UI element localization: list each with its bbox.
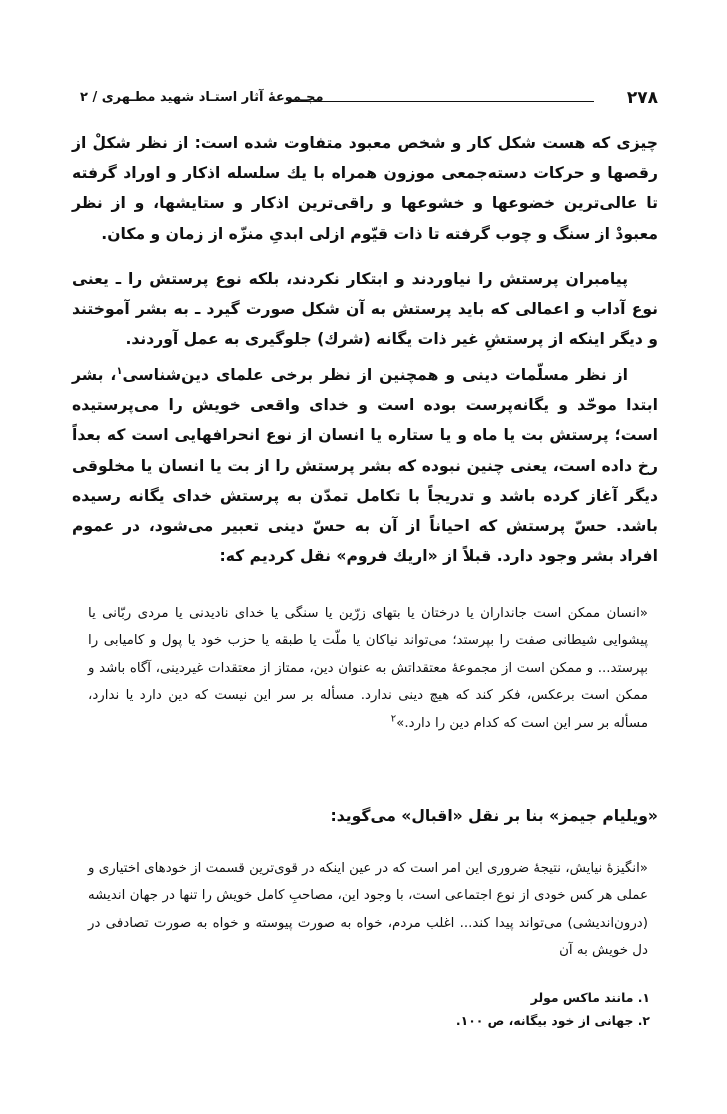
- paragraph-3-start: از نظر مسلّمات دینی و همچنین از نظر برخی علمای دین‌شناسی: [122, 366, 628, 384]
- quote-fromm: [88, 600, 648, 737]
- footnote-ref-2: ۲: [390, 713, 397, 725]
- page-header: [80, 88, 658, 112]
- footnote-ref-1: ۱: [116, 365, 123, 377]
- running-title: مجـموعهٔ آثار استـاد شهید مطـهری / ۲: [80, 90, 324, 105]
- footnote-1: ۱. مانند ماکس مولر: [530, 990, 650, 1005]
- paragraph-1: چیزی که هست شکل کار و شخص معبود متفاوت شده است: از نظر شکلْ از رقصها و حرکات دسته‌جمعی موزون همراه با یك سلسله اذکار و اوراد گرفته تا عالی‌ترین خضوعها و خشوعها و راقی‌ترین اذکار و ستایشها، و از نظر معبودْ از سنگ و چوب گرفته تا ذات قیّوم ازلی ابدیِ منزّه از زمان و مکان.: [72, 134, 658, 243]
- paragraph-3-rest: ، بشر ابتدا موحّد و یگانه‌پرست بوده است و خدای واقعی خویش را می‌پرستیده است؛ پرستش بت یا ماه و یا ستاره یا انسان از نوع انحرافهایی است که بعداً رخ داده است، یعنی چنین نبوده که بشر پرستش را از بت یا انسان یا مخلوقی دیگر آغاز کرده باشد و تدریجاً با تکامل تمدّن به پرستش خدای یگانه رسیده باشد. حسّ پرستش که احیاناً از آن به حسّ دینی تعبیر می‌شود، در عموم افراد بشر وجود دارد. قبلاً از «اریك فروم» نقل کردیم که:: [72, 366, 658, 566]
- footnote-2: ۲. جهانی از خود بیگانه، ص ۱۰۰.: [455, 1013, 650, 1028]
- quote-fromm-text: «انسان ممکن است جانداران یا درختان یا بتهای زرّین یا سنگی یا خدای نادیدنی یا مردی ربّانی یا پیشوایی شیطانی صفت را بپرستد؛ می‌تواند نیاکان یا ملّت یا طبقه یا حزب خود یا پول و کامیابی را بپرستد... و ممکن است از مجموعهٔ معتقداتش به عنوان دین، ممتاز از معتقدات غیردینی، آگاه باشد و ممکن است برعکس، فکر کند که هیچ دینی ندارد. مسأله بر سر این نیست که دین دارد یا ندارد، مسأله بر سر این است که کدام دین را دارد.»: [88, 606, 648, 731]
- quote-james: «انگیزهٔ نیایش، نتیجهٔ ضروری این امر است که در عین اینکه در قوی‌ترین قسمت از خودهای اختیاری و عملی هر کس خودی از نوع اجتماعی است، با وجود این، مصاحبِ کامل خویش را تنها در جهان اندیشه (درون‌اندیشی) می‌تواند پیدا کند... اغلب مردم، خواه به صورت پیوسته و خواه به صورت تصادفی در دل خویش به آن: [88, 861, 648, 959]
- paragraph-3: [72, 360, 658, 571]
- footnotes: [72, 986, 650, 1032]
- paragraph-2: پیامبران پرستش را نیاوردند و ابتکار نکردند، بلکه نوع پرستش را ـ یعنی نوع آداب و اعمالی که باید پرستش به آن شکل صورت گیرد ـ به بشر آموختند و دیگر اینکه از پرستشِ غیر ذات یگانه (شرك) جلوگیری به عمل آوردند.: [72, 270, 658, 349]
- header-rule: [288, 101, 594, 102]
- page-number: ۲۷۸: [626, 88, 658, 108]
- quote-intro: «ویلیام جیمز» بنا بر نقل «اقبال» می‌گوید:: [330, 807, 658, 825]
